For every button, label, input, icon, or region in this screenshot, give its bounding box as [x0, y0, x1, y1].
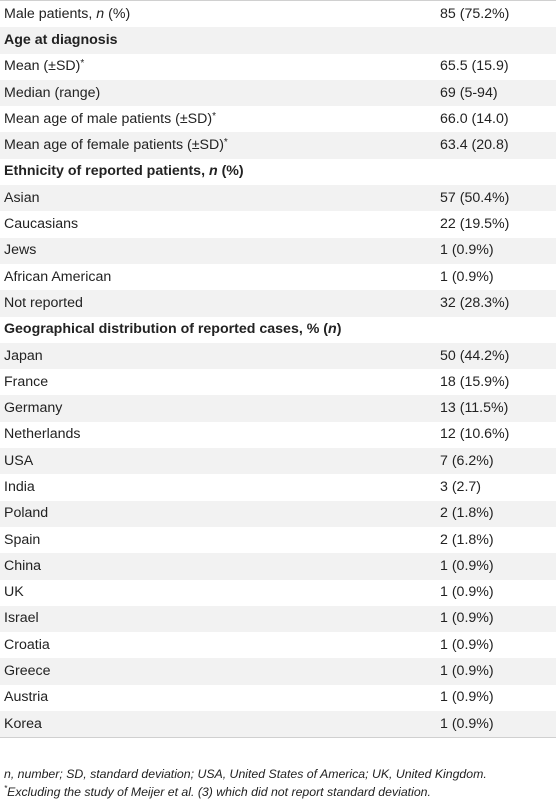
row-label: [0, 264, 440, 290]
section-heading: [0, 27, 440, 53]
row-label: [0, 238, 440, 264]
label-text: Japan: [4, 347, 43, 364]
row-label: [0, 711, 440, 737]
table-row: [0, 632, 556, 658]
row-value: 65.5 (15.9): [440, 58, 509, 75]
row-value: 69 (5-94): [440, 84, 498, 101]
table-section-row: [0, 317, 556, 343]
row-label: [0, 422, 440, 448]
label-text: Croatia: [4, 636, 50, 653]
label-italic-text: n: [96, 5, 105, 22]
table-row: [0, 685, 556, 711]
row-value: 2 (1.8%): [440, 505, 494, 522]
row-value: [440, 27, 556, 53]
label-text: African American: [4, 268, 112, 285]
row-value: 66.0 (14.0): [440, 110, 509, 127]
label-text: Mean age of male patients (±SD): [4, 110, 213, 127]
label-text: Greece: [4, 663, 51, 680]
table-row: [0, 658, 556, 684]
footnote-sd-exclusion: [4, 783, 556, 801]
row-label: [0, 185, 440, 211]
row-value: 1 (0.9%): [440, 242, 494, 259]
footnote-sd-text-after: ) which did not report standard deviation.: [208, 785, 431, 799]
footnote-asterisk: *: [212, 110, 216, 122]
table-row: [0, 395, 556, 421]
table-row: [0, 711, 556, 737]
row-value: 1 (0.9%): [440, 715, 494, 732]
label-text: UK: [4, 584, 24, 601]
row-value: 1 (0.9%): [440, 557, 494, 574]
label-text: USA: [4, 452, 34, 469]
row-value: 63.4 (20.8): [440, 137, 509, 154]
label-text: Mean (±SD): [4, 58, 81, 75]
row-value: 1 (0.9%): [440, 689, 494, 706]
label-text: Caucasians: [4, 216, 79, 233]
footnote-asterisk-marker: *: [4, 783, 8, 793]
label-text: France: [4, 373, 49, 390]
table-row: [0, 606, 556, 632]
label-text: Mean age of female patients (±SD): [4, 137, 224, 154]
label-italic-text: n: [208, 163, 218, 180]
row-label: [0, 527, 440, 553]
row-value: 50 (44.2%): [440, 347, 510, 364]
table-row: [0, 290, 556, 316]
table-row: [0, 106, 556, 132]
table-footnotes: [4, 765, 556, 801]
table-row: [0, 369, 556, 395]
row-label: [0, 658, 440, 684]
table-row: [0, 527, 556, 553]
row-label: [0, 132, 440, 158]
row-label: [0, 1, 440, 27]
label-text: Median (range): [4, 84, 101, 101]
label-suffix-text: (%): [104, 5, 131, 22]
footnote-sd-text-before: Excluding the study of Meijer et al. (: [7, 785, 202, 799]
label-text: Male patients,: [4, 5, 97, 22]
label-text: China: [4, 557, 42, 574]
table-body: [0, 1, 556, 737]
row-label: [0, 290, 440, 316]
row-value: 7 (6.2%): [440, 452, 494, 469]
table-row: [0, 211, 556, 237]
footnote-reference-link[interactable]: 3: [201, 785, 209, 799]
row-value: 18 (15.9%): [440, 373, 510, 390]
table-row: [0, 553, 556, 579]
table-row: [0, 185, 556, 211]
row-value: 12 (10.6%): [440, 426, 510, 443]
label-text: Jews: [4, 242, 37, 259]
label-text: Poland: [4, 505, 49, 522]
table-row: [0, 501, 556, 527]
label-text: Israel: [4, 610, 39, 627]
label-suffix-text: ): [336, 321, 342, 338]
table-row: [0, 54, 556, 80]
row-label: [0, 553, 440, 579]
table-section-row: [0, 27, 556, 53]
row-value: 2 (1.8%): [440, 531, 494, 548]
label-text: Korea: [4, 715, 42, 732]
label-text: Age at diagnosis: [4, 31, 118, 48]
row-value: [440, 159, 556, 185]
characteristics-table: [0, 1, 556, 737]
label-text: Austria: [4, 689, 49, 706]
label-text: Netherlands: [4, 426, 81, 443]
table-bottom-rule: [0, 737, 556, 738]
table-section-row: [0, 159, 556, 185]
label-text: Not reported: [4, 294, 83, 311]
label-text: Ethnicity of reported patients,: [4, 163, 209, 180]
row-label: [0, 369, 440, 395]
label-suffix-text: (%): [217, 163, 244, 180]
table-row: [0, 422, 556, 448]
row-value: 85 (75.2%): [440, 5, 510, 22]
row-label: [0, 632, 440, 658]
row-label: [0, 448, 440, 474]
table-row: [0, 474, 556, 500]
label-text: Asian: [4, 189, 40, 206]
table-row: [0, 580, 556, 606]
table-row: [0, 80, 556, 106]
table-row: [0, 132, 556, 158]
label-text: India: [4, 478, 35, 495]
row-value: 57 (50.4%): [440, 189, 510, 206]
label-text: Spain: [4, 531, 41, 548]
row-value: 1 (0.9%): [440, 636, 494, 653]
row-value: 1 (0.9%): [440, 584, 494, 601]
table-row: [0, 264, 556, 290]
row-value: 1 (0.9%): [440, 268, 494, 285]
row-value: 32 (28.3%): [440, 294, 510, 311]
table-row: [0, 1, 556, 27]
row-value: 3 (2.7): [440, 478, 482, 495]
row-label: [0, 211, 440, 237]
section-heading: [0, 317, 440, 343]
row-label: [0, 106, 440, 132]
row-label: [0, 80, 440, 106]
row-value: [440, 317, 556, 343]
row-label: [0, 54, 440, 80]
row-label: [0, 580, 440, 606]
footnote-abbreviations: n, number; SD, standard deviation; USA, United States of America; UK, United Kingdom.: [4, 767, 487, 781]
label-italic-text: n: [328, 321, 337, 338]
footnote-asterisk: *: [80, 58, 85, 70]
footnote-asterisk: *: [223, 137, 228, 149]
row-value: 1 (0.9%): [440, 610, 494, 627]
label-text: Germany: [4, 400, 63, 417]
row-label: [0, 685, 440, 711]
table-row: [0, 448, 556, 474]
table-row: [0, 343, 556, 369]
row-value: 13 (11.5%): [440, 400, 509, 417]
row-label: [0, 474, 440, 500]
row-label: [0, 343, 440, 369]
row-value: 1 (0.9%): [440, 663, 494, 680]
row-label: [0, 501, 440, 527]
label-text: Geographical distribution of reported cases, % (: [4, 321, 329, 338]
section-heading: [0, 159, 440, 185]
row-label: [0, 395, 440, 421]
row-value: 22 (19.5%): [440, 216, 510, 233]
table-row: [0, 238, 556, 264]
row-label: [0, 606, 440, 632]
